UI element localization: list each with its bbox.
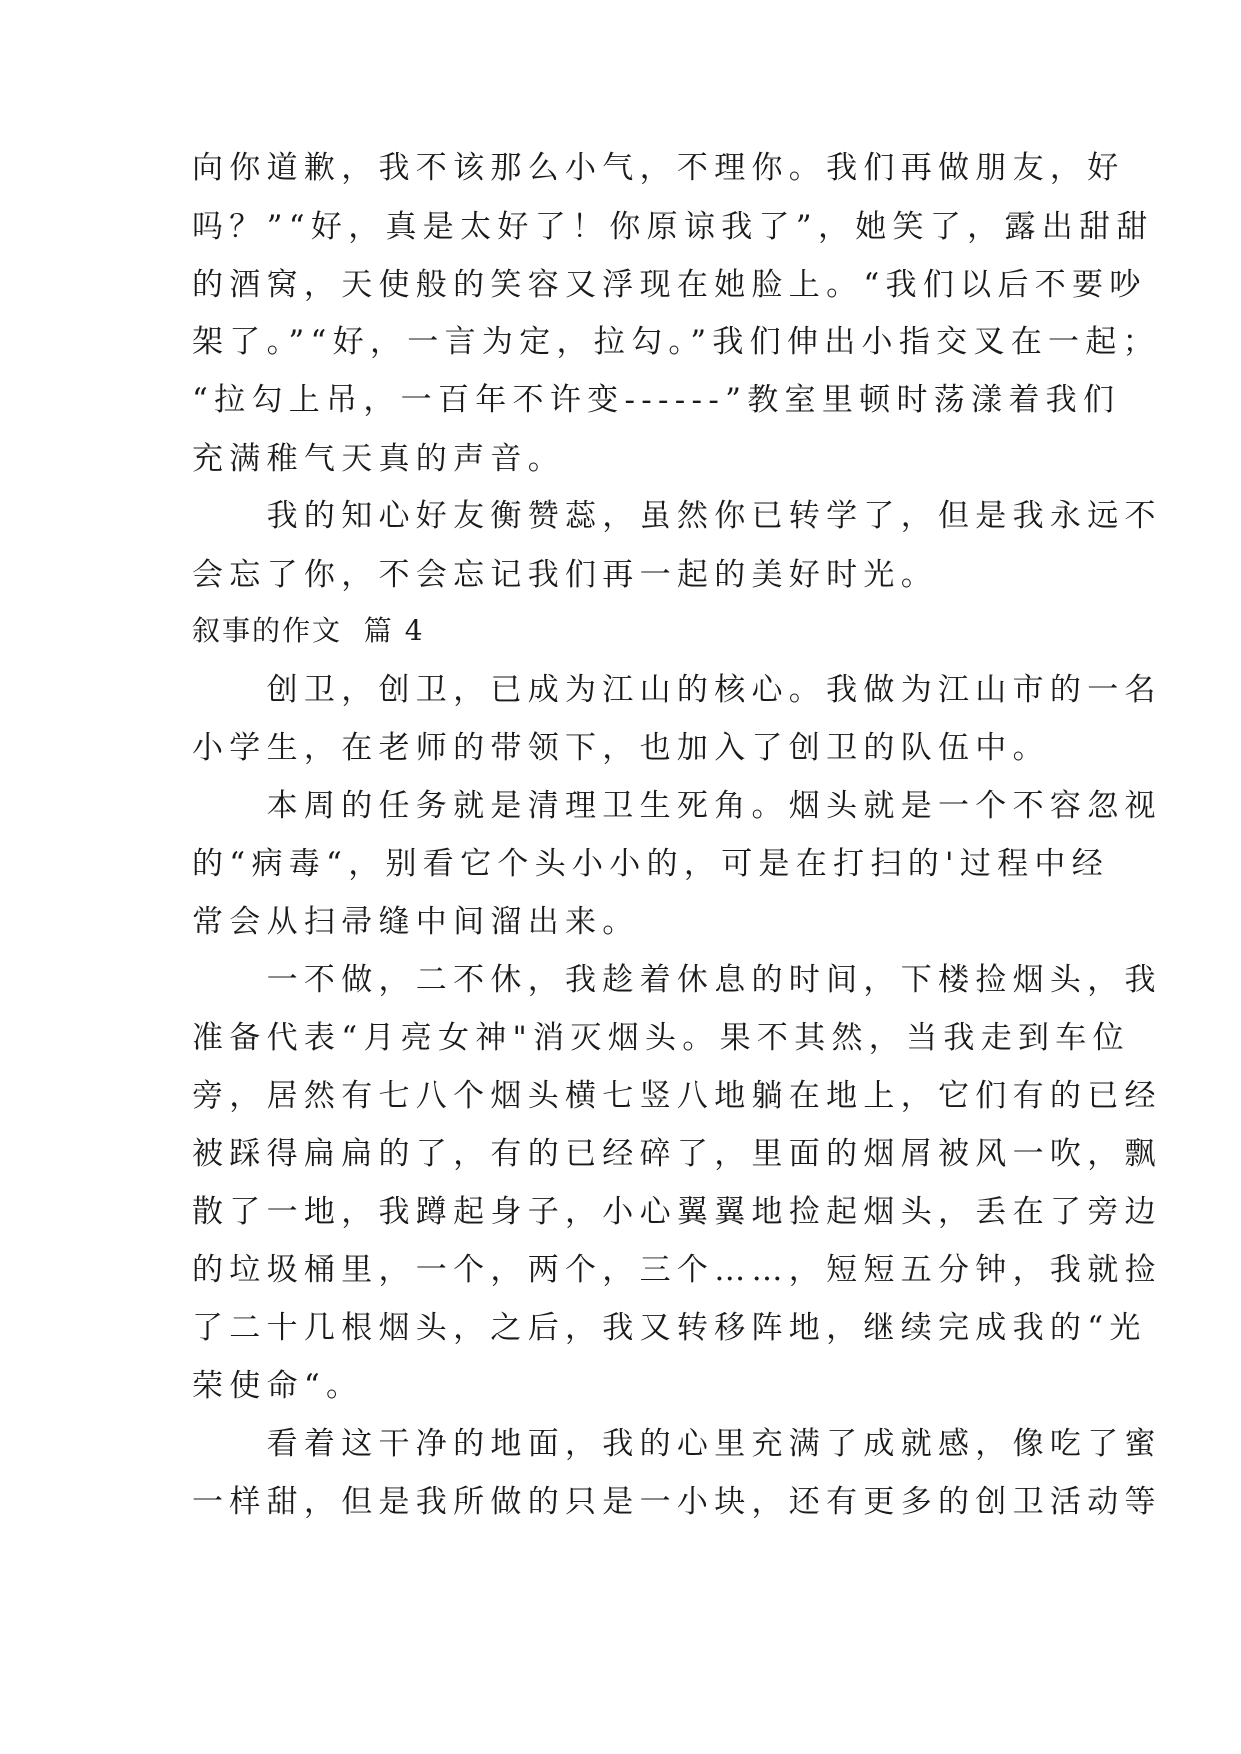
text-line: 旁，居然有七八个烟头横七竖八地躺在地上，它们有的已经 [192, 1078, 1162, 1114]
text-line: 的酒窝，天使般的笑容又浮现在她脸上。“我们以后不要吵 [192, 267, 1147, 303]
text-line: 看着这干净的地面，我的心里充满了成就感，像吃了蜜 [192, 1426, 1162, 1462]
text-line: 会忘了你，不会忘记我们再一起的美好时光。 [192, 557, 938, 593]
text-line: 我的知心好友衡赞蕊，虽然你已转学了，但是我永远不 [192, 498, 1162, 534]
text-line: 的垃圾桶里，一个，两个，三个……，短短五分钟，我就捡 [192, 1252, 1162, 1288]
text-line: 创卫，创卫，已成为江山的核心。我做为江山市的一名 [192, 672, 1162, 708]
text-line: 了二十几根烟头，之后，我又转移阵地，继续完成我的“光 [192, 1310, 1147, 1346]
text-line: 一样甜，但是我所做的只是一小块，还有更多的创卫活动等 [192, 1484, 1162, 1520]
text-line: 一不做，二不休，我趁着休息的时间，下楼捡烟头，我 [192, 962, 1162, 998]
text-line: 准备代表“月亮女神"消灭烟头。果不其然，当我走到车位 [192, 1020, 1130, 1056]
text-line: 荣使命“。 [192, 1368, 364, 1404]
text-line: 被踩得扁扁的了，有的已经碎了，里面的烟屑被风一吹，飘 [192, 1136, 1162, 1172]
text-line: 向你道歉，我不该那么小气，不理你。我们再做朋友，好 [192, 150, 1125, 186]
section-heading: 叙事的作文 篇 4 [192, 614, 425, 647]
text-line: “拉勾上吊，一百年不许变------”教室里顿时荡漾着我们 [192, 382, 1121, 418]
text-line: 本周的任务就是清理卫生死角。烟头就是一个不容忽视 [192, 788, 1162, 824]
text-line: 小学生，在老师的带领下，也加入了创卫的队伍中。 [192, 730, 1050, 766]
text-line: 常会从扫帚缝中间溜出来。 [192, 904, 640, 940]
text-line: 吗？”“好，真是太好了！你原谅我了”，她笑了，露出甜甜 [192, 209, 1154, 245]
text-line: 架了。”“好，一言为定，拉勾。”我们伸出小指交叉在一起； [192, 324, 1160, 360]
text-line: 充满稚气天真的声音。 [192, 441, 565, 477]
text-line: 的“病毒“，别看它个头小小的，可是在打扫的'过程中经 [192, 846, 1110, 882]
text-line: 散了一地，我蹲起身子，小心翼翼地捡起烟头，丢在了旁边 [192, 1194, 1162, 1230]
